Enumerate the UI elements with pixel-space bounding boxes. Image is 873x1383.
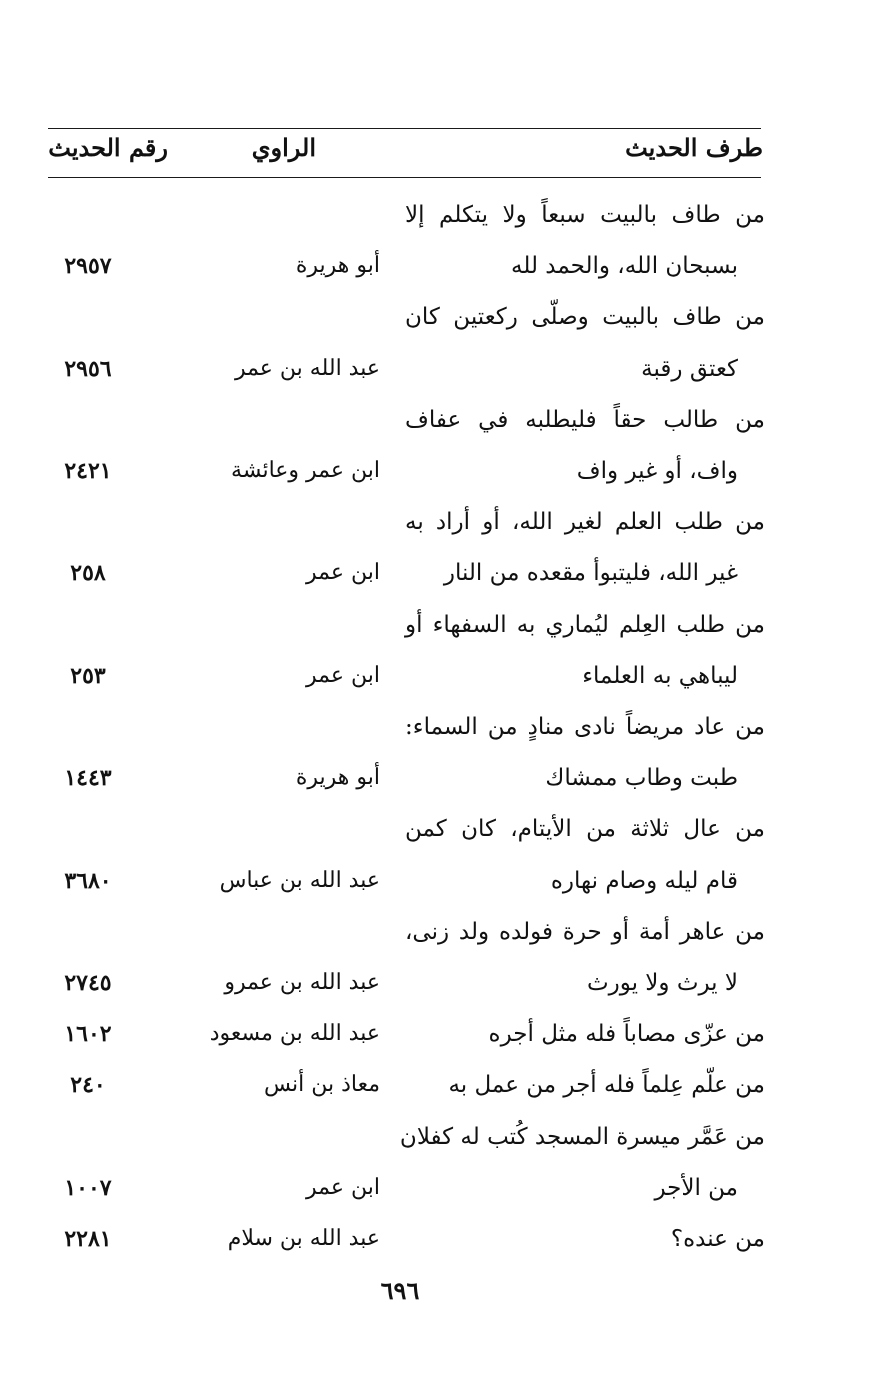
hadith-number: ٢٩٥٦ [64,355,112,382]
hadith-text: من طلب العلم لغير الله، أو أراد به [405,509,765,536]
hadith-line [0,1163,873,1213]
hadith-line [0,804,873,854]
header-bottom-rule [48,177,761,178]
hadith-number: ٢٢٨١ [64,1226,112,1252]
hadith-number: ١٤٤٣ [64,765,112,792]
hadith-text: كعتق رقبة [641,355,738,382]
hadith-text: من طلب العِلم ليُماري به السفهاء أو [405,611,765,638]
hadith-text: من علّم عِلماً فله أجر من عمل به [448,1072,765,1099]
narrator-name: أبو هريرة [295,765,380,791]
hadith-line [0,753,873,803]
column-header-hadith: طرف الحديث [625,133,763,162]
hadith-line [0,548,873,598]
narrator-name: عبد الله بن مسعود [209,1021,380,1047]
hadith-line [0,856,873,906]
hadith-line [0,292,873,342]
hadith-text: من طاف بالبيت سبعاً ولا يتكلم إلا [405,202,765,228]
hadith-line [0,958,873,1008]
page-number: ٦٩٦ [380,1276,420,1305]
hadith-text: غير الله، فليتبوأ مقعده من النار [443,560,738,587]
hadith-text: من طاف بالبيت وصلّى ركعتين كان [405,304,765,331]
hadith-text: من الأجر [654,1174,738,1201]
narrator-name: عبد الله بن سلام [227,1226,380,1251]
narrator-name: ابن عمر وعائشة [231,458,380,483]
hadith-text: ليباهي به العلماء [582,662,738,689]
hadith-text: من عزّى مصاباً فله مثل أجره [488,1021,765,1048]
hadith-text: من عنده؟ [670,1226,765,1252]
hadith-number: ١٦٠٢ [64,1021,112,1048]
hadith-line [0,907,873,957]
hadith-line [0,1214,873,1264]
hadith-number: ٢٤٠ [70,1072,106,1099]
narrator-name: عبد الله بن عباس [219,867,380,893]
hadith-text: من عاد مريضاً نادى منادٍ من السماء: [405,714,765,740]
narrator-name: معاذ بن أنس [263,1072,380,1098]
hadith-text: واف، أو غير واف [576,458,738,484]
hadith-number: ٢٥٣ [70,662,106,689]
hadith-line [0,600,873,650]
hadith-text: من طالب حقاً فليطلبه في عفاف [405,406,765,433]
hadith-line [0,395,873,445]
column-header-number: رقم الحديث [48,133,168,162]
hadith-line [0,1112,873,1162]
hadith-text: بسبحان الله، والحمد لله [511,253,738,280]
hadith-line [0,1060,873,1110]
hadith-line [0,1009,873,1059]
hadith-line [0,497,873,547]
hadith-text: من عاهر أمة أو حرة فولده ولد زنى، [405,918,765,945]
hadith-line [0,190,873,240]
hadith-line [0,344,873,394]
narrator-name: عبد الله بن عمرو [224,970,380,995]
hadith-number: ٣٦٨٠ [64,867,112,894]
hadith-line [0,241,873,291]
hadith-number: ٢٥٨ [70,560,106,587]
narrator-name: ابن عمر [306,1174,380,1200]
hadith-line [0,446,873,496]
column-header-narrator: الراوي [251,133,316,162]
hadith-text: من عَمَّر ميسرة المسجد كُتب له كفلان [399,1123,765,1150]
hadith-text: قام ليله وصام نهاره [550,867,738,894]
hadith-line [0,702,873,752]
narrator-name: ابن عمر [306,560,380,586]
hadith-line [0,651,873,701]
hadith-number: ٢٤٢١ [64,458,112,484]
hadith-text: لا يرث ولا يورث [586,970,738,996]
narrator-name: عبد الله بن عمر [234,355,380,381]
hadith-number: ١٠٠٧ [64,1174,112,1201]
narrator-name: أبو هريرة [295,253,380,279]
hadith-number: ٢٩٥٧ [64,253,112,280]
hadith-text: من عال ثلاثة من الأيتام، كان كمن [405,816,765,843]
narrator-name: ابن عمر [306,662,380,688]
hadith-number: ٢٧٤٥ [64,970,112,996]
header-top-rule [48,128,761,129]
hadith-text: طبت وطاب ممشاك [545,765,738,792]
